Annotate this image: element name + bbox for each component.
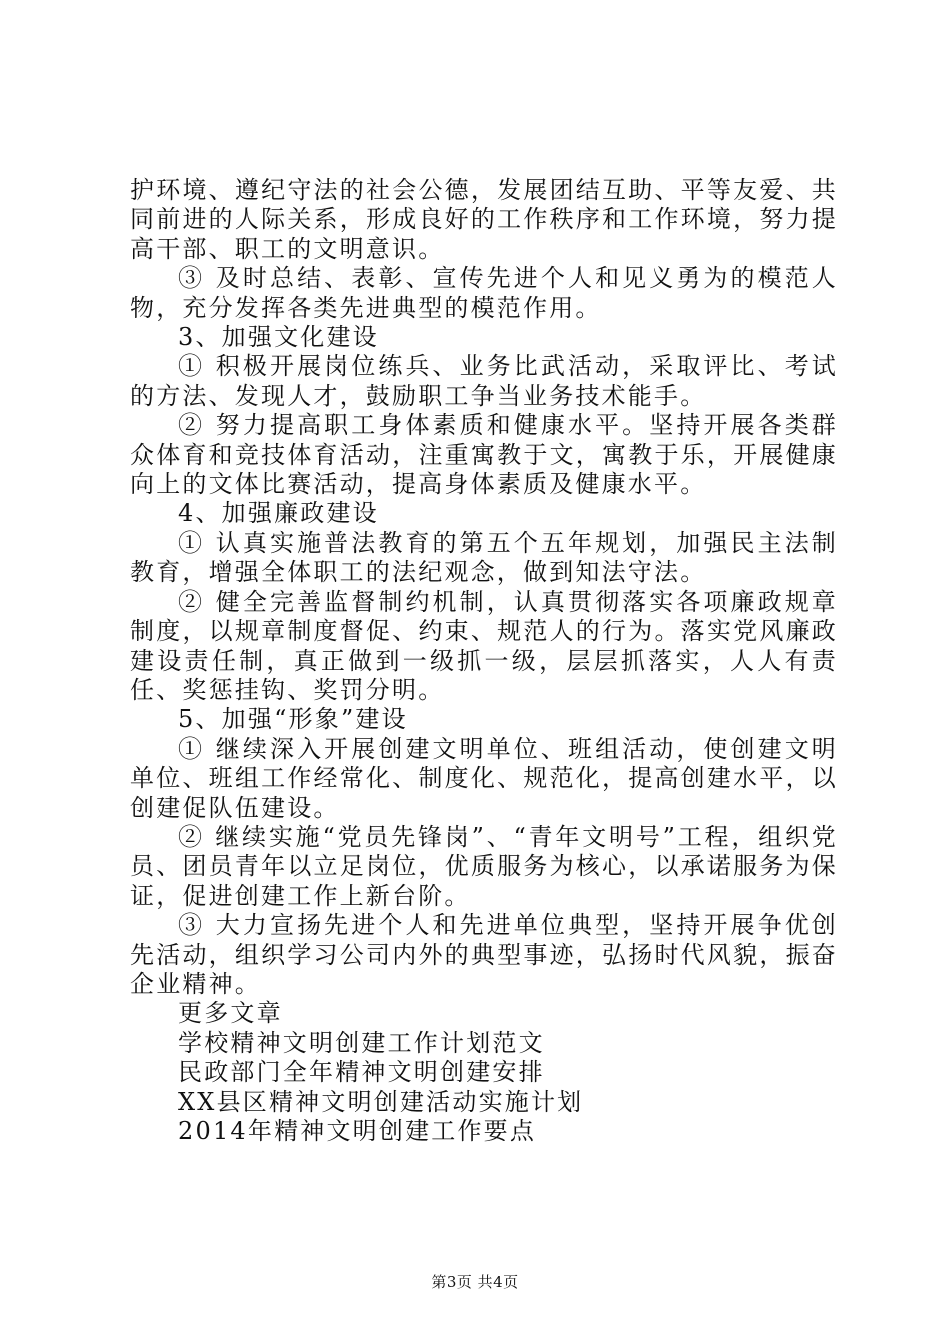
- paragraph-item: ① 积极开展岗位练兵、业务比武活动，采取评比、考试的方法、发现人才，鼓励职工争当业务技术能手。: [130, 352, 838, 410]
- more-article-link[interactable]: 学校精神文明创建工作计划范文: [178, 1028, 545, 1057]
- paragraph-item: ② 继续实施“党员先锋岗”、“青年文明号”工程，组织党员、团员青年以立足岗位，优质服务为核心，以承诺服务为保证，促进创建工作上新台阶。: [130, 822, 838, 910]
- section-heading: 4、加强廉政建设: [178, 499, 379, 528]
- paragraph-item: ③ 大力宣扬先进个人和先进单位典型，坚持开展争优创先活动，组织学习公司内外的典型事迹，弘扬时代风貌，振奋企业精神。: [130, 911, 838, 998]
- paragraph-item: ② 健全完善监督制约机制，认真贯彻落实各项廉政规章制度，以规章制度督促、约束、规范人的行为。落实党风廉政建设责任制，真正做到一级抓一级，层层抓落实，人人有责任、奖惩挂钩、奖罚分明。: [130, 587, 838, 704]
- paragraph-item: ③ 及时总结、表彰、宣传先进个人和见义勇为的模范人物，充分发挥各类先进典型的模范作用。: [130, 264, 838, 322]
- more-article-link[interactable]: 民政部门全年精神文明创建安排: [178, 1058, 545, 1087]
- more-article-link[interactable]: 2014年精神文明创建工作要点: [178, 1117, 537, 1145]
- section-heading: 3、加强文化建设: [178, 323, 379, 352]
- section-heading: 5、加强“形象”建设: [178, 705, 408, 734]
- paragraph-item: ① 认真实施普法教育的第五个五年规划，加强民主法制教育，增强全体职工的法纪观念，做到知法守法。: [130, 528, 838, 587]
- paragraph-item: ① 继续深入开展创建文明单位、班组活动，使创建文明单位、班组工作经常化、制度化、规范化，提高创建水平，以创建促队伍建设。: [130, 734, 838, 822]
- more-articles-heading: 更多文章: [178, 999, 283, 1028]
- page-number-indicator: 第3页 共4页: [431, 1273, 519, 1291]
- paragraph-item: ② 努力提高职工身体素质和健康水平。坚持开展各类群众体育和竞技体育活动，注重寓教于文，寓教于乐，开展健康向上的文体比赛活动，提高身体素质及健康水平。: [130, 411, 838, 499]
- page-footer: [0, 1271, 950, 1292]
- paragraph-continuation: 护环境、遵纪守法的社会公德，发展团结互助、平等友爱、共同前进的人际关系，形成良好的工作秩序和工作环境，努力提高干部、职工的文明意识。: [130, 176, 838, 263]
- more-article-link[interactable]: XX县区精神文明创建活动实施计划: [178, 1087, 584, 1116]
- document-body: [130, 176, 838, 1146]
- more-articles-list: [130, 1029, 838, 1147]
